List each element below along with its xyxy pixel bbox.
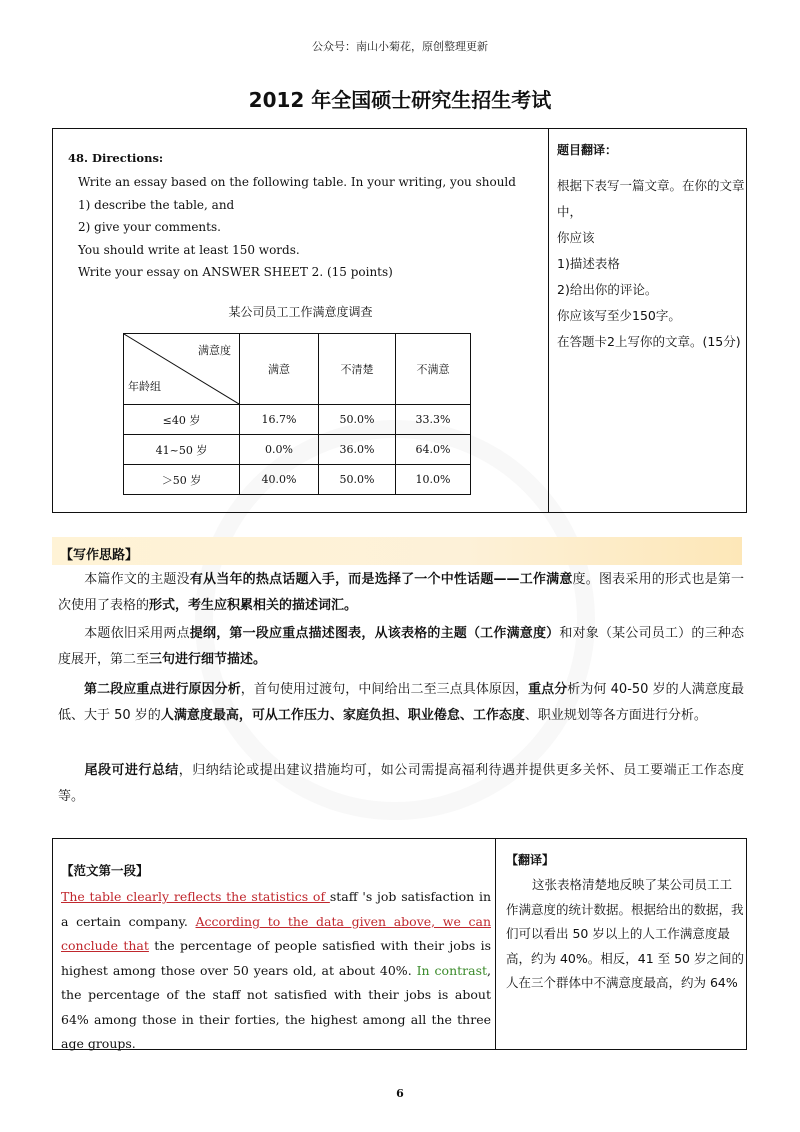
header-note: 公众号：南山小菊花，原创整理更新 xyxy=(312,40,488,53)
table-row xyxy=(124,405,471,435)
table-cell: 36.0% xyxy=(319,435,396,465)
column-header: 不满意 xyxy=(396,334,471,405)
text: ，归纳结论或提出建议措施均可，如公司需提高福利待遇并提供更多关怀、员工要端正工作态度等。 xyxy=(58,763,744,804)
row-header: ＞50 岁 xyxy=(124,465,240,495)
table-cell: 50.0% xyxy=(319,465,396,495)
model-essay-box xyxy=(52,838,747,1050)
text: 本篇作文的主题没 xyxy=(84,572,190,587)
text: , the percentage of the staff not satisfied with their jobs is about 64% among those in their forties, the highest among all the three age groups. xyxy=(61,962,491,1051)
text: 和对象（某公司员工）的三种态度展开，第二至 xyxy=(58,626,744,667)
bold-text: 第二段应重点进行原因分析 xyxy=(84,682,241,697)
column-header: 满意 xyxy=(240,334,319,405)
table-cell: 0.0% xyxy=(240,435,319,465)
survey-table-title: 某公司员工工作满意度调查 xyxy=(228,305,373,319)
directions-line: Write your essay on ANSWER SHEET 2. (15 points) xyxy=(78,265,393,279)
text: 本题依旧采用两点 xyxy=(84,626,190,641)
directions-lines xyxy=(78,171,516,284)
table-row xyxy=(124,435,471,465)
model-translation-heading: 【翻译】 xyxy=(506,853,555,867)
text: staff 's job satisfaction in a certain company. xyxy=(61,889,491,929)
bold-text: 有从当年的热点话题入手，而是选择了一个中性话题——工作满意 xyxy=(189,572,573,587)
paragraph-2 xyxy=(58,621,744,673)
paragraph-3 xyxy=(58,677,744,729)
section-band xyxy=(52,537,742,565)
table-cell: 16.7% xyxy=(240,405,319,435)
row-header: 41~50 岁 xyxy=(124,435,240,465)
translation-line: 1)描述表格 xyxy=(557,256,620,271)
row-header: ≤40 岁 xyxy=(124,405,240,435)
text: the percentage of people satisfied with their jobs is highest among those over 50 years old, at about 40%. xyxy=(61,938,491,978)
paragraph-4 xyxy=(58,758,744,810)
table-cell: 50.0% xyxy=(319,405,396,435)
table-cell: 40.0% xyxy=(240,465,319,495)
text: 度。图表采用的形式也是第一次使用了表格的 xyxy=(58,572,744,613)
corner-top-label: 满意度 xyxy=(198,344,231,357)
translation-line: 2)给出你的评论。 xyxy=(557,282,658,297)
directions-line: Write an essay based on the following table. In your writing, you should xyxy=(78,175,516,189)
translation-line: 在答题卡2上写你的文章。(15分) xyxy=(557,334,741,349)
bold-text: 尾段可进行总结 xyxy=(84,763,179,778)
model-text xyxy=(61,885,491,1057)
model-translation-panel xyxy=(496,839,746,1049)
writing-ideas-label: 【写作思路】 xyxy=(60,548,139,563)
text: 析为何 40-50 岁的人满意度最低、大于 50 岁的 xyxy=(58,682,744,723)
text: ，首句使用过渡句，中间给出二至三点具体原因， xyxy=(240,682,529,697)
directions-line: 2) give your comments. xyxy=(78,220,221,234)
question-box xyxy=(52,128,747,513)
page-number: 6 xyxy=(396,1087,404,1100)
column-header: 不清楚 xyxy=(319,334,396,405)
directions-heading: 48. Directions: xyxy=(68,151,164,165)
translation-line: 根据下表写一篇文章。在你的文章中， xyxy=(557,178,745,219)
corner-bottom-label: 年龄组 xyxy=(128,380,161,393)
directions-line: 1) describe the table, and xyxy=(78,197,235,212)
transition-phrase: In contrast xyxy=(416,962,488,978)
translation-line: 你应该写至少150字。 xyxy=(557,308,681,323)
table-cell: 33.3% xyxy=(396,405,471,435)
paragraph-1 xyxy=(58,567,744,619)
table-cell: 10.0% xyxy=(396,465,471,495)
highlight-phrase: The table clearly reflects the statistics of xyxy=(61,889,330,904)
table-corner-cell xyxy=(124,334,240,405)
table-cell: 64.0% xyxy=(396,435,471,465)
highlight-phrase: According to the data given above, we can conclude that xyxy=(61,913,491,953)
bold-text: 人满意度最高，可从工作压力、家庭负担、职业倦怠、工作态度 xyxy=(160,708,525,723)
translation-heading: 题目翻译： xyxy=(557,143,618,157)
translation-panel xyxy=(549,129,747,512)
survey-table xyxy=(123,333,471,495)
table-row xyxy=(124,465,471,495)
translation-line: 你应该 xyxy=(557,230,595,245)
text: 、职业规划等各方面进行分析。 xyxy=(524,708,707,723)
bold-text: 重点分 xyxy=(528,682,568,697)
bold-text: 提纲，第一段应重点描述图表，从该表格的主题（工作满意度） xyxy=(189,626,560,641)
directions-line: You should write at least 150 words. xyxy=(78,242,300,257)
translation-lines xyxy=(557,173,747,355)
model-translation-text: 这张表格清楚地反映了某公司员工工作满意度的统计数据。根据给出的数据，我们可以看出 50 岁以上的人工作满意度最高，约为 40%。相反，41 至 50 岁之间的人在三个群体中不满意度最高，约为 64% xyxy=(506,877,744,990)
model-heading: 【范文第一段】 xyxy=(61,863,149,878)
bold-text: 形式，考生应积累相关的描述词汇。 xyxy=(149,598,358,613)
bold-text: 三句进行细节描述。 xyxy=(149,652,267,667)
page-title: 2012 年全国硕士研究生招生考试 xyxy=(248,88,552,112)
